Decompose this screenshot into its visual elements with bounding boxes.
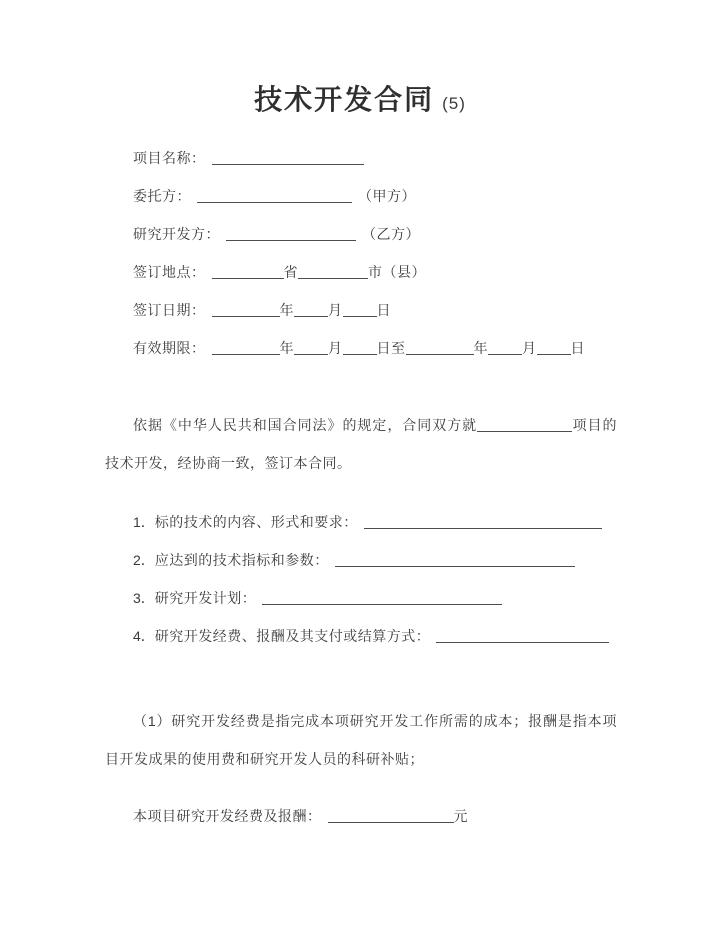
item-1-label: 标的技术的内容、形式和要求： [154, 514, 358, 530]
validity-end-day-blank [537, 341, 571, 355]
validity-end-day-suffix: 日 [570, 340, 585, 356]
validity-end-month-blank [488, 341, 522, 355]
item-4-blank [436, 629, 609, 643]
item-1-number: 1． [133, 514, 155, 530]
list-item-2 [133, 550, 575, 570]
sign-month-blank [294, 303, 328, 317]
validity-day-to-suffix: 日至 [376, 340, 406, 356]
validity-end-year-suffix: 年 [473, 340, 488, 356]
item-2-label: 应达到的技术指标和参数： [154, 552, 329, 568]
province-blank [212, 265, 284, 279]
intro-paragraph [105, 406, 617, 482]
validity-start-year-blank [212, 341, 280, 355]
sign-place-label: 签订地点： [133, 264, 206, 280]
party-b-label: 研究开发方： [133, 226, 220, 242]
list-item-1 [133, 512, 602, 532]
field-sign-place [133, 262, 426, 282]
item-2-blank [335, 553, 575, 567]
validity-end-month-suffix: 月 [522, 340, 537, 356]
party-a-blank [197, 189, 352, 203]
validity-label: 有效期限： [133, 340, 206, 356]
field-validity-period [133, 338, 585, 358]
field-project-name [133, 148, 364, 168]
validity-start-year-suffix: 年 [279, 340, 294, 356]
fee-label: 本项目研究开发经费及报酬： [133, 808, 322, 824]
item-3-blank [262, 591, 502, 605]
field-party-a [133, 186, 416, 206]
party-a-note: （甲方） [358, 188, 416, 204]
list-item-4 [133, 626, 609, 646]
clause-paragraph [105, 702, 617, 778]
sign-day-suffix: 日 [376, 302, 391, 318]
field-sign-date [133, 300, 391, 320]
intro-text-after: 项目的技术开发，经协商一致，签订本合同。 [105, 417, 618, 471]
item-4-number: 4． [133, 628, 155, 644]
city-blank [298, 265, 368, 279]
fee-unit-suffix: 元 [453, 808, 468, 824]
sign-day-blank [343, 303, 377, 317]
validity-start-month-blank [294, 341, 328, 355]
item-2-number: 2． [133, 552, 155, 568]
list-item-3 [133, 588, 502, 608]
item-3-number: 3． [133, 590, 155, 606]
item-4-label: 研究开发经费、报酬及其支付或结算方式： [154, 628, 431, 644]
sign-date-label: 签订日期： [133, 302, 206, 318]
validity-end-year-blank [406, 341, 474, 355]
sign-month-suffix: 月 [328, 302, 343, 318]
field-fee-total [133, 806, 468, 826]
intro-project-blank [477, 418, 572, 432]
page-title-text: 技术开发合同 [254, 84, 435, 115]
page-title-number: (5) [442, 94, 466, 113]
party-a-label: 委托方： [133, 188, 191, 204]
item-3-label: 研究开发计划： [154, 590, 257, 606]
city-suffix: 市（县） [368, 264, 426, 280]
party-b-note: （乙方） [362, 226, 420, 242]
project-name-label: 项目名称： [133, 150, 206, 166]
fee-blank [328, 809, 454, 823]
intro-text-before: 依据《中华人民共和国合同法》的规定，合同双方就 [133, 417, 478, 433]
province-suffix: 省 [283, 264, 298, 280]
validity-start-month-suffix: 月 [328, 340, 343, 356]
project-name-blank [212, 151, 364, 165]
party-b-blank [226, 227, 356, 241]
sign-year-suffix: 年 [279, 302, 294, 318]
field-party-b [133, 224, 420, 244]
clause-text: （1）研究开发经费是指完成本项研究开发工作所需的成本；报酬是指本项目开发成果的使用费和研究开发人员的科研补贴； [105, 713, 617, 767]
item-1-blank [364, 515, 602, 529]
sign-year-blank [212, 303, 280, 317]
page-title [0, 82, 720, 122]
validity-start-day-blank [343, 341, 377, 355]
